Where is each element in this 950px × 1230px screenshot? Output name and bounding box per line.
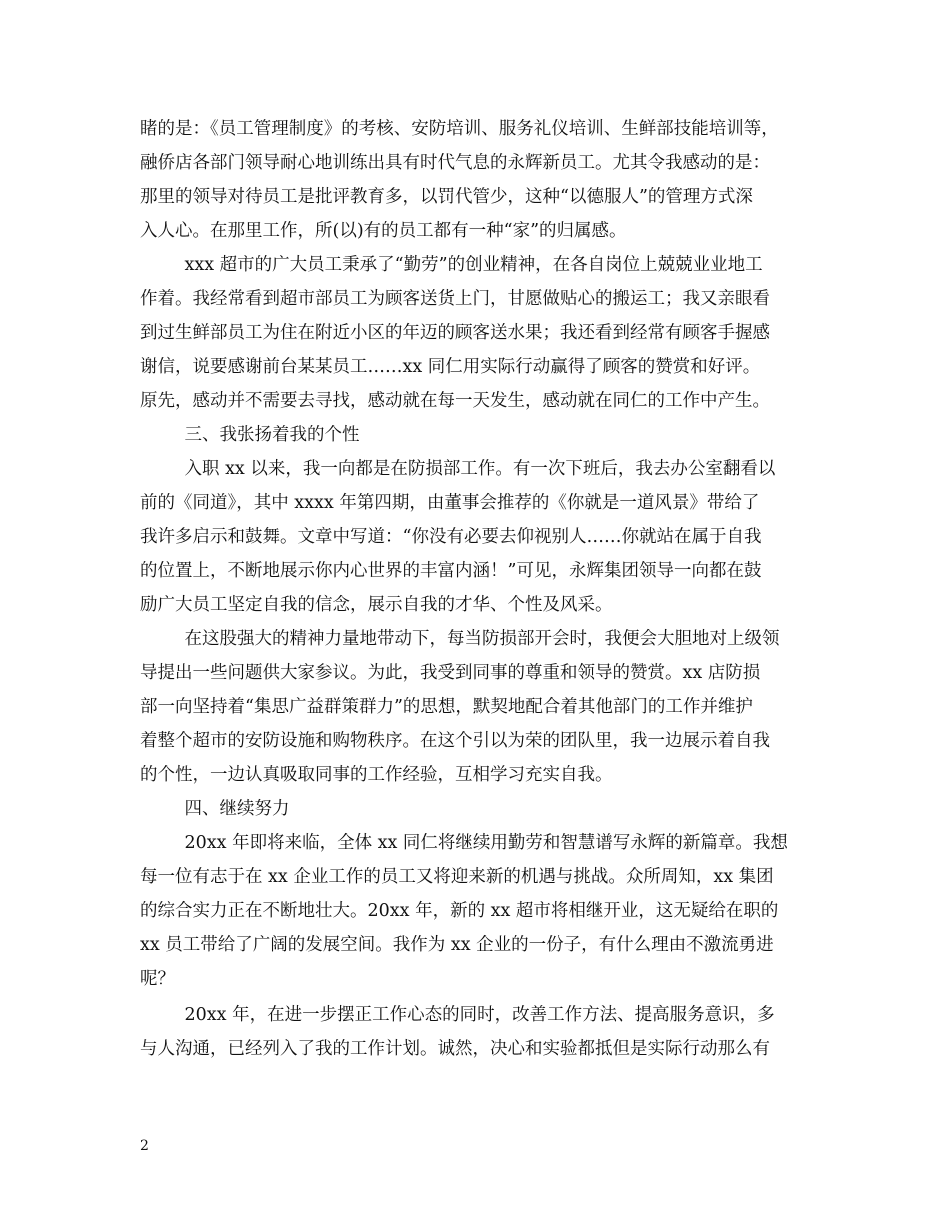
text-line: 融侨店各部门领导耐心地训练出具有时代气息的永辉新员工。尤其令我感动的是： (140, 153, 770, 173)
text-line: 到过生鲜部员工为住在附近小区的年迈的顾客送水果；我还看到经常有顾客手握感 (140, 323, 770, 343)
section-heading: 四、继续努力 (140, 799, 290, 819)
text-line: 每一位有志于在 xx 企业工作的员工又将迎来新的机遇与挑战。众所周知，xx 集团 (140, 867, 774, 887)
text-line: 的综合实力正在不断地壮大。20xx 年，新的 xx 超市将相继开业，这无疑给在职的 (140, 901, 779, 921)
text-line: 谢信，说要感谢前台某某员工……xx 同仁用实际行动赢得了顾客的赞赏和好评。 (140, 357, 761, 377)
text-line: xx 员工带给了广阔的发展空间。我作为 xx 企业的一份子，有什么理由不激流勇进 (140, 935, 774, 955)
section-heading: 三、我张扬着我的个性 (140, 425, 360, 445)
text-line: 着整个超市的安防设施和购物秩序。在这个引以为荣的团队里，我一边展示着自我 (140, 731, 770, 751)
text-line: 那里的领导对待员工是批评教育多，以罚代管少，这种“以德服人”的管理方式深 (140, 187, 753, 207)
text-line: 与人沟通，已经列入了我的工作计划。诚然，决心和实验都抵但是实际行动那么有 (140, 1039, 770, 1059)
text-line: 的位置上，不断地展示你内心世界的丰富内涵！”可见，永辉集团领导一向都在鼓 (140, 561, 762, 581)
text-line: 入职 xx 以来，我一向都是在防损部工作。有一次下班后，我去办公室翻看以 (140, 459, 776, 479)
text-line: 在这股强大的精神力量地带动下，每当防损部开会时，我便会大胆地对上级领 (140, 629, 780, 649)
text-line: xxx 超市的广大员工秉承了“勤劳”的创业精神，在各自岗位上兢兢业业地工 (140, 255, 763, 275)
text-line: 睹的是：《员工管理制度》的考核、安防培训、服务礼仪培训、生鲜部技能培训等， (140, 119, 779, 139)
text-line: 作着。我经常看到超市部员工为顾客送货上门，甘愿做贴心的搬运工；我又亲眼看 (140, 289, 770, 309)
text-line: 励广大员工坚定自我的信念，展示自我的才华、个性及风采。 (140, 595, 613, 615)
text-line: 20xx 年，在进一步摆正工作心态的同时，改善工作方法、提高服务意识，多 (140, 1005, 775, 1025)
text-line: 导提出一些问题供大家参议。为此，我受到同事的尊重和领导的赞赏。xx 店防损 (140, 663, 761, 683)
text-line: 原先，感动并不需要去寻找，感动就在每一天发生，感动就在同仁的工作中产生。 (140, 391, 770, 411)
text-line: 的个性，一边认真吸取同事的工作经验，互相学习充实自我。 (140, 765, 613, 785)
body-text (140, 112, 820, 1066)
text-line: 入人心。在那里工作，所(以)有的员工都有一种“家”的归属感。 (140, 221, 627, 241)
text-line: 呢？ (140, 969, 175, 989)
text-line: 20xx 年即将来临，全体 xx 同仁将继续用勤劳和智慧谱写永辉的新篇章。我想 (140, 833, 788, 853)
page-number: 2 (140, 1138, 149, 1154)
text-line: 前的《同道》，其中 xxxx 年第四期，由董事会推荐的《你就是一道风景》带给了 (140, 493, 760, 513)
text-line: 我许多启示和鼓舞。文章中写道：“你没有必要去仰视别人……你就站在属于自我 (140, 527, 762, 547)
text-line: 部一向坚持着“集思广益群策群力”的思想，默契地配合着其他部门的工作并维护 (140, 697, 753, 717)
